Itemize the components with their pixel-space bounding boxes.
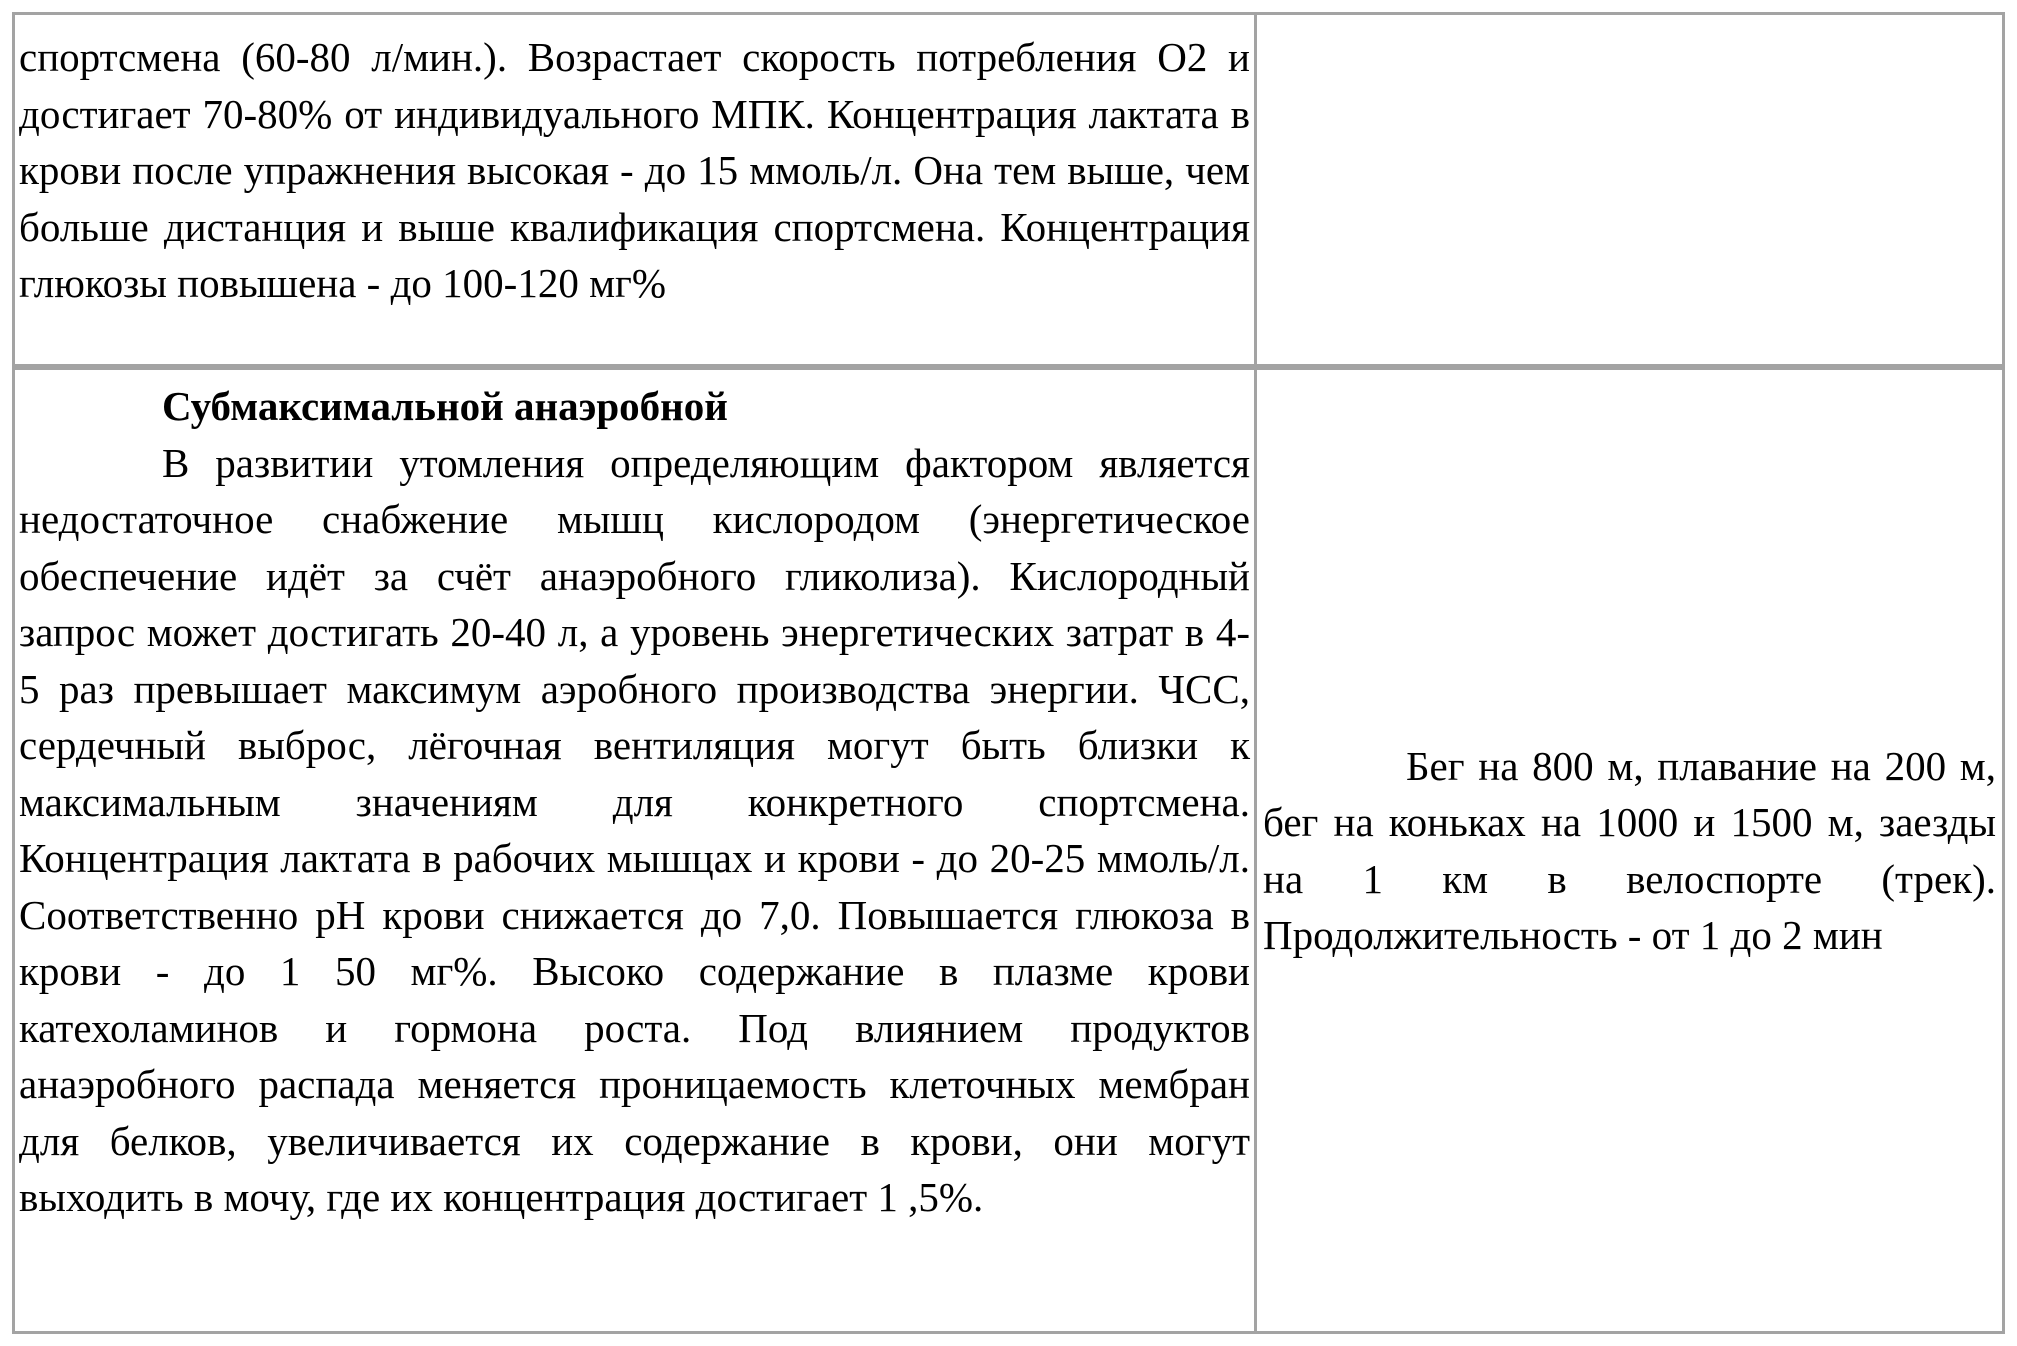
table-cell-examples-empty (1257, 15, 2002, 364)
table-row (15, 15, 2002, 364)
table-cell-examples (1257, 370, 2002, 1331)
document-table (12, 12, 2005, 1334)
table-cell-description (15, 15, 1257, 364)
table-cell-description (15, 370, 1257, 1331)
cell-text: Бег на 800 м, плавание на 200 м, бег на коньках на 1000 и 1500 м, заезды на 1 км в велоспорте (трек). Продолжительность - от 1 до 2 мин (1263, 742, 1996, 958)
zone-heading: Субмаксимальной анаэробной (162, 383, 728, 429)
table-row (15, 364, 2002, 1331)
cell-text: В развитии утомления определяющим фактором является недостаточное снабжение мышц кислородом (энергетическое обеспечение идёт за счёт анаэробного гликолиза). Кислородный запрос может достигать 20-40 л, а уровень энергетических затрат в 4-5 раз превышает максимум аэробного производства энергии. ЧСС, сердечный выброс, лёгочная вентиляция могут быть близки к максимальным значениям для конкретного спортсмена. Концентрация лактата в рабочих мышцах и крови - до 20-25 ммоль/л. Соответственно pH крови снижается до 7,0. Повышается глюкоза в крови - до 1 50 мг%. Высоко содержание в плазме крови катехоламинов и гормона роста. Под влиянием продуктов анаэробного распада меняется проницаемость клеточных мембран для белков, увеличивается их содержание в крови, они могут выходить в мочу, где их концентрация достигает 1 ,5%. (19, 439, 1250, 1220)
cell-text: спортсмена (60-80 л/мин.). Возрастает скорость потребления О2 и достигает 70-80% от индивидуального МПК. Концентрация лактата в крови после упражнения высокая - до 15 ммоль/л. Она тем выше, чем больше дистанция и выше квалификация спортсмена. Концентрация глюкозы повышена - до 100-120 мг% (19, 34, 1250, 306)
